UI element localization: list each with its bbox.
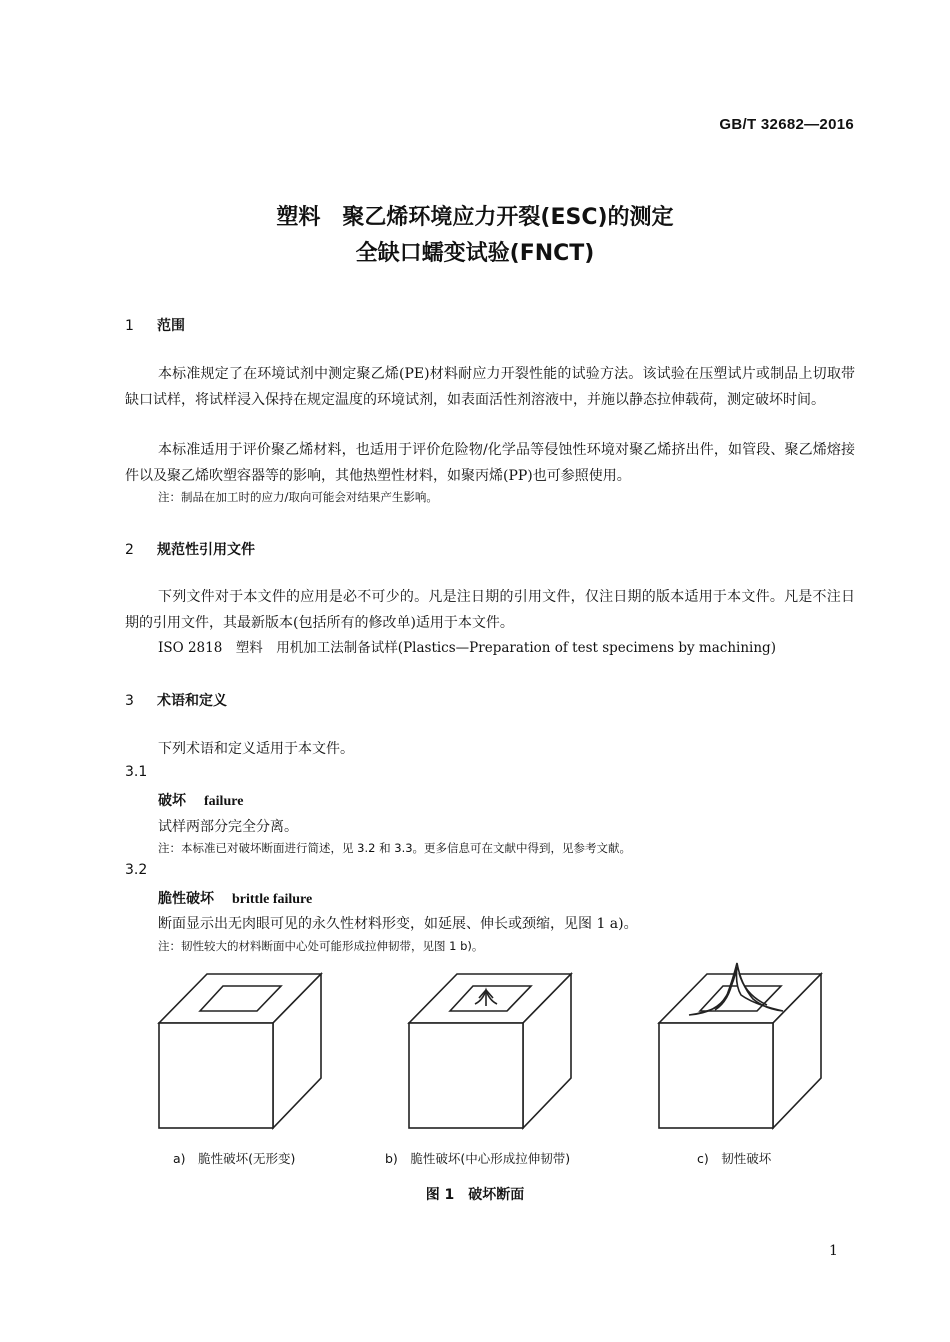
section-number: 1 [125, 318, 134, 334]
section-1-note: 注：制品在加工时的应力/取向可能会对结果产生影响。 [158, 490, 438, 504]
definition-failure: 试样两部分完全分离。 [158, 819, 298, 835]
section-title: 术语和定义 [157, 693, 227, 709]
term-failure [158, 790, 243, 810]
section-3-heading [125, 690, 227, 710]
figure-caption-c [697, 1149, 771, 1167]
page-number: 1 [829, 1243, 838, 1259]
section-2-paragraph-1: 下列文件对于本文件的应用是必不可少的。凡是注日期的引用文件，仅注日期的版本适用于本文件。凡是不注日期的引用文件，其最新版本(包括所有的修改单)适用于本文件。 [125, 589, 855, 631]
section-title: 范围 [157, 318, 185, 334]
term-chinese: 脆性破坏 [158, 891, 214, 907]
section-number: 3 [125, 693, 134, 709]
clause-3-2-note: 注：韧性较大的材料断面中心处可能形成拉伸韧带，见图 1 b)。 [158, 939, 484, 953]
term-english: brittle failure [232, 892, 313, 907]
figure-caption-a [173, 1149, 295, 1167]
term-chinese: 破坏 [158, 793, 186, 809]
term-brittle-failure [158, 888, 312, 908]
caption-text: 脆性破坏(无形变) [198, 1151, 296, 1166]
figure-title: 图 1 破坏断面 [425, 1187, 525, 1203]
document-number: GB/T 32682—2016 [719, 116, 854, 133]
figure-1b-cube-ligament [405, 968, 585, 1133]
section-1-paragraph-2: 本标准适用于评价聚乙烯材料，也适用于评价危险物/化学品等侵蚀性环境对聚乙烯挤出件，如管段、聚乙烯熔接件以及聚乙烯吹塑容器等的影响，其他热塑性材料，如聚丙烯(PP)也可参照使用。 [125, 442, 855, 484]
section-1-heading [125, 315, 185, 335]
document-title-line1: 塑料 聚乙烯环境应力开裂(ESC)的测定 [276, 205, 674, 230]
term-english: failure [204, 794, 244, 809]
definition-brittle-failure: 断面显示出无肉眼可见的永久性材料形变，如延展、伸长或颈缩，见图 1 a)。 [158, 916, 638, 932]
section-title: 规范性引用文件 [157, 542, 255, 558]
caption-label: b) [385, 1151, 398, 1166]
section-3-intro: 下列术语和定义适用于本文件。 [158, 741, 354, 757]
figure-1c-cube-ductile [655, 955, 835, 1135]
caption-text: 脆性破坏(中心形成拉伸韧带) [410, 1151, 571, 1166]
clause-3-1-note: 注：本标准已对破坏断面进行简述，见 3.2 和 3.3。更多信息可在文献中得到，见参考文献。 [158, 841, 632, 855]
clause-3-2-number: 3.2 [125, 862, 148, 878]
section-1-paragraph-1: 本标准规定了在环境试剂中测定聚乙烯(PE)材料耐应力开裂性能的试验方法。该试验在压塑试片或制品上切取带缺口试样，将试样浸入保持在规定温度的环境试剂，如表面活性剂溶液中，并施以静态拉伸载荷，测定破坏时间。 [125, 366, 855, 408]
normative-reference: ISO 2818 塑料 用机加工法制备试样(Plastics—Preparation of test specimens by machining) [158, 640, 776, 656]
caption-label: a) [173, 1151, 186, 1166]
clause-3-1-number: 3.1 [125, 764, 148, 780]
caption-text: 韧性破坏 [721, 1151, 772, 1166]
section-number: 2 [125, 542, 134, 558]
figure-1a-cube-brittle [155, 968, 335, 1133]
figure-caption-b [385, 1149, 570, 1167]
document-title-line2: 全缺口蠕变试验(FNCT) [355, 241, 595, 266]
section-2-heading [125, 539, 255, 559]
caption-label: c) [697, 1151, 709, 1166]
